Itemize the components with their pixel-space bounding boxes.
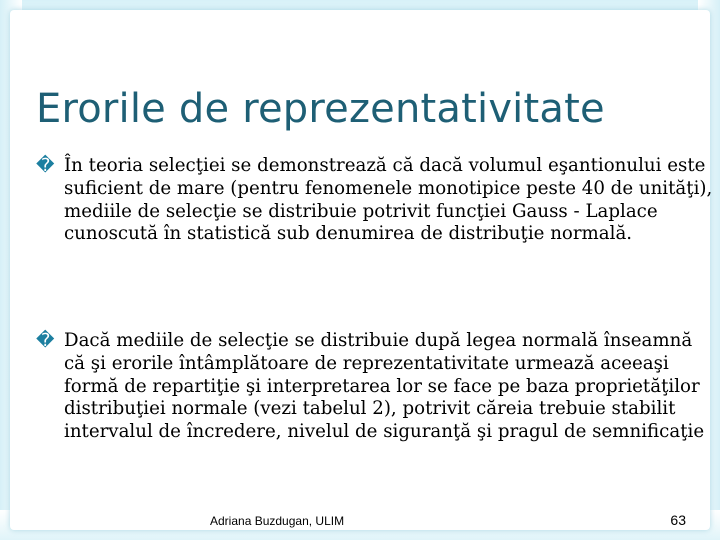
bullet-text-1: În teoria selecţiei se demonstrează că dacă volumul eşantionului este suficient de mare (pentru fenomenele monotipice peste 40 de unităţi), mediile de selecţie se distribuie potrivit funcţiei Gauss - Laplace cunoscută în statistică sub denumirea de distribuţie normală. — [64, 155, 713, 245]
bullet-marker-icon: � — [36, 330, 55, 351]
slide-footer: Adriana Buzdugan, ULIM — [210, 514, 345, 528]
slide-title: Erorile de reprezentativitate — [36, 86, 605, 132]
bullet-paragraph-2 — [36, 330, 714, 444]
bullet-paragraph-1 — [36, 155, 714, 246]
bullet-text-2: Dacă mediile de selecţie se distribuie după legea normală înseamnă că şi erorile întâmplătoare de reprezentativitate urmează aceeaşi formă de repartiţie şi interpretarea lor se face pe baza proprietăţilor distribuţiei normale (vezi tabelul 2), potrivit căreia trebuie stabilit intervalul de încredere, nivelul de siguranţă şi pragul de semnificaţie — [64, 330, 705, 443]
bullet-marker-icon: � — [36, 155, 55, 176]
page-number: 63 — [670, 512, 686, 528]
